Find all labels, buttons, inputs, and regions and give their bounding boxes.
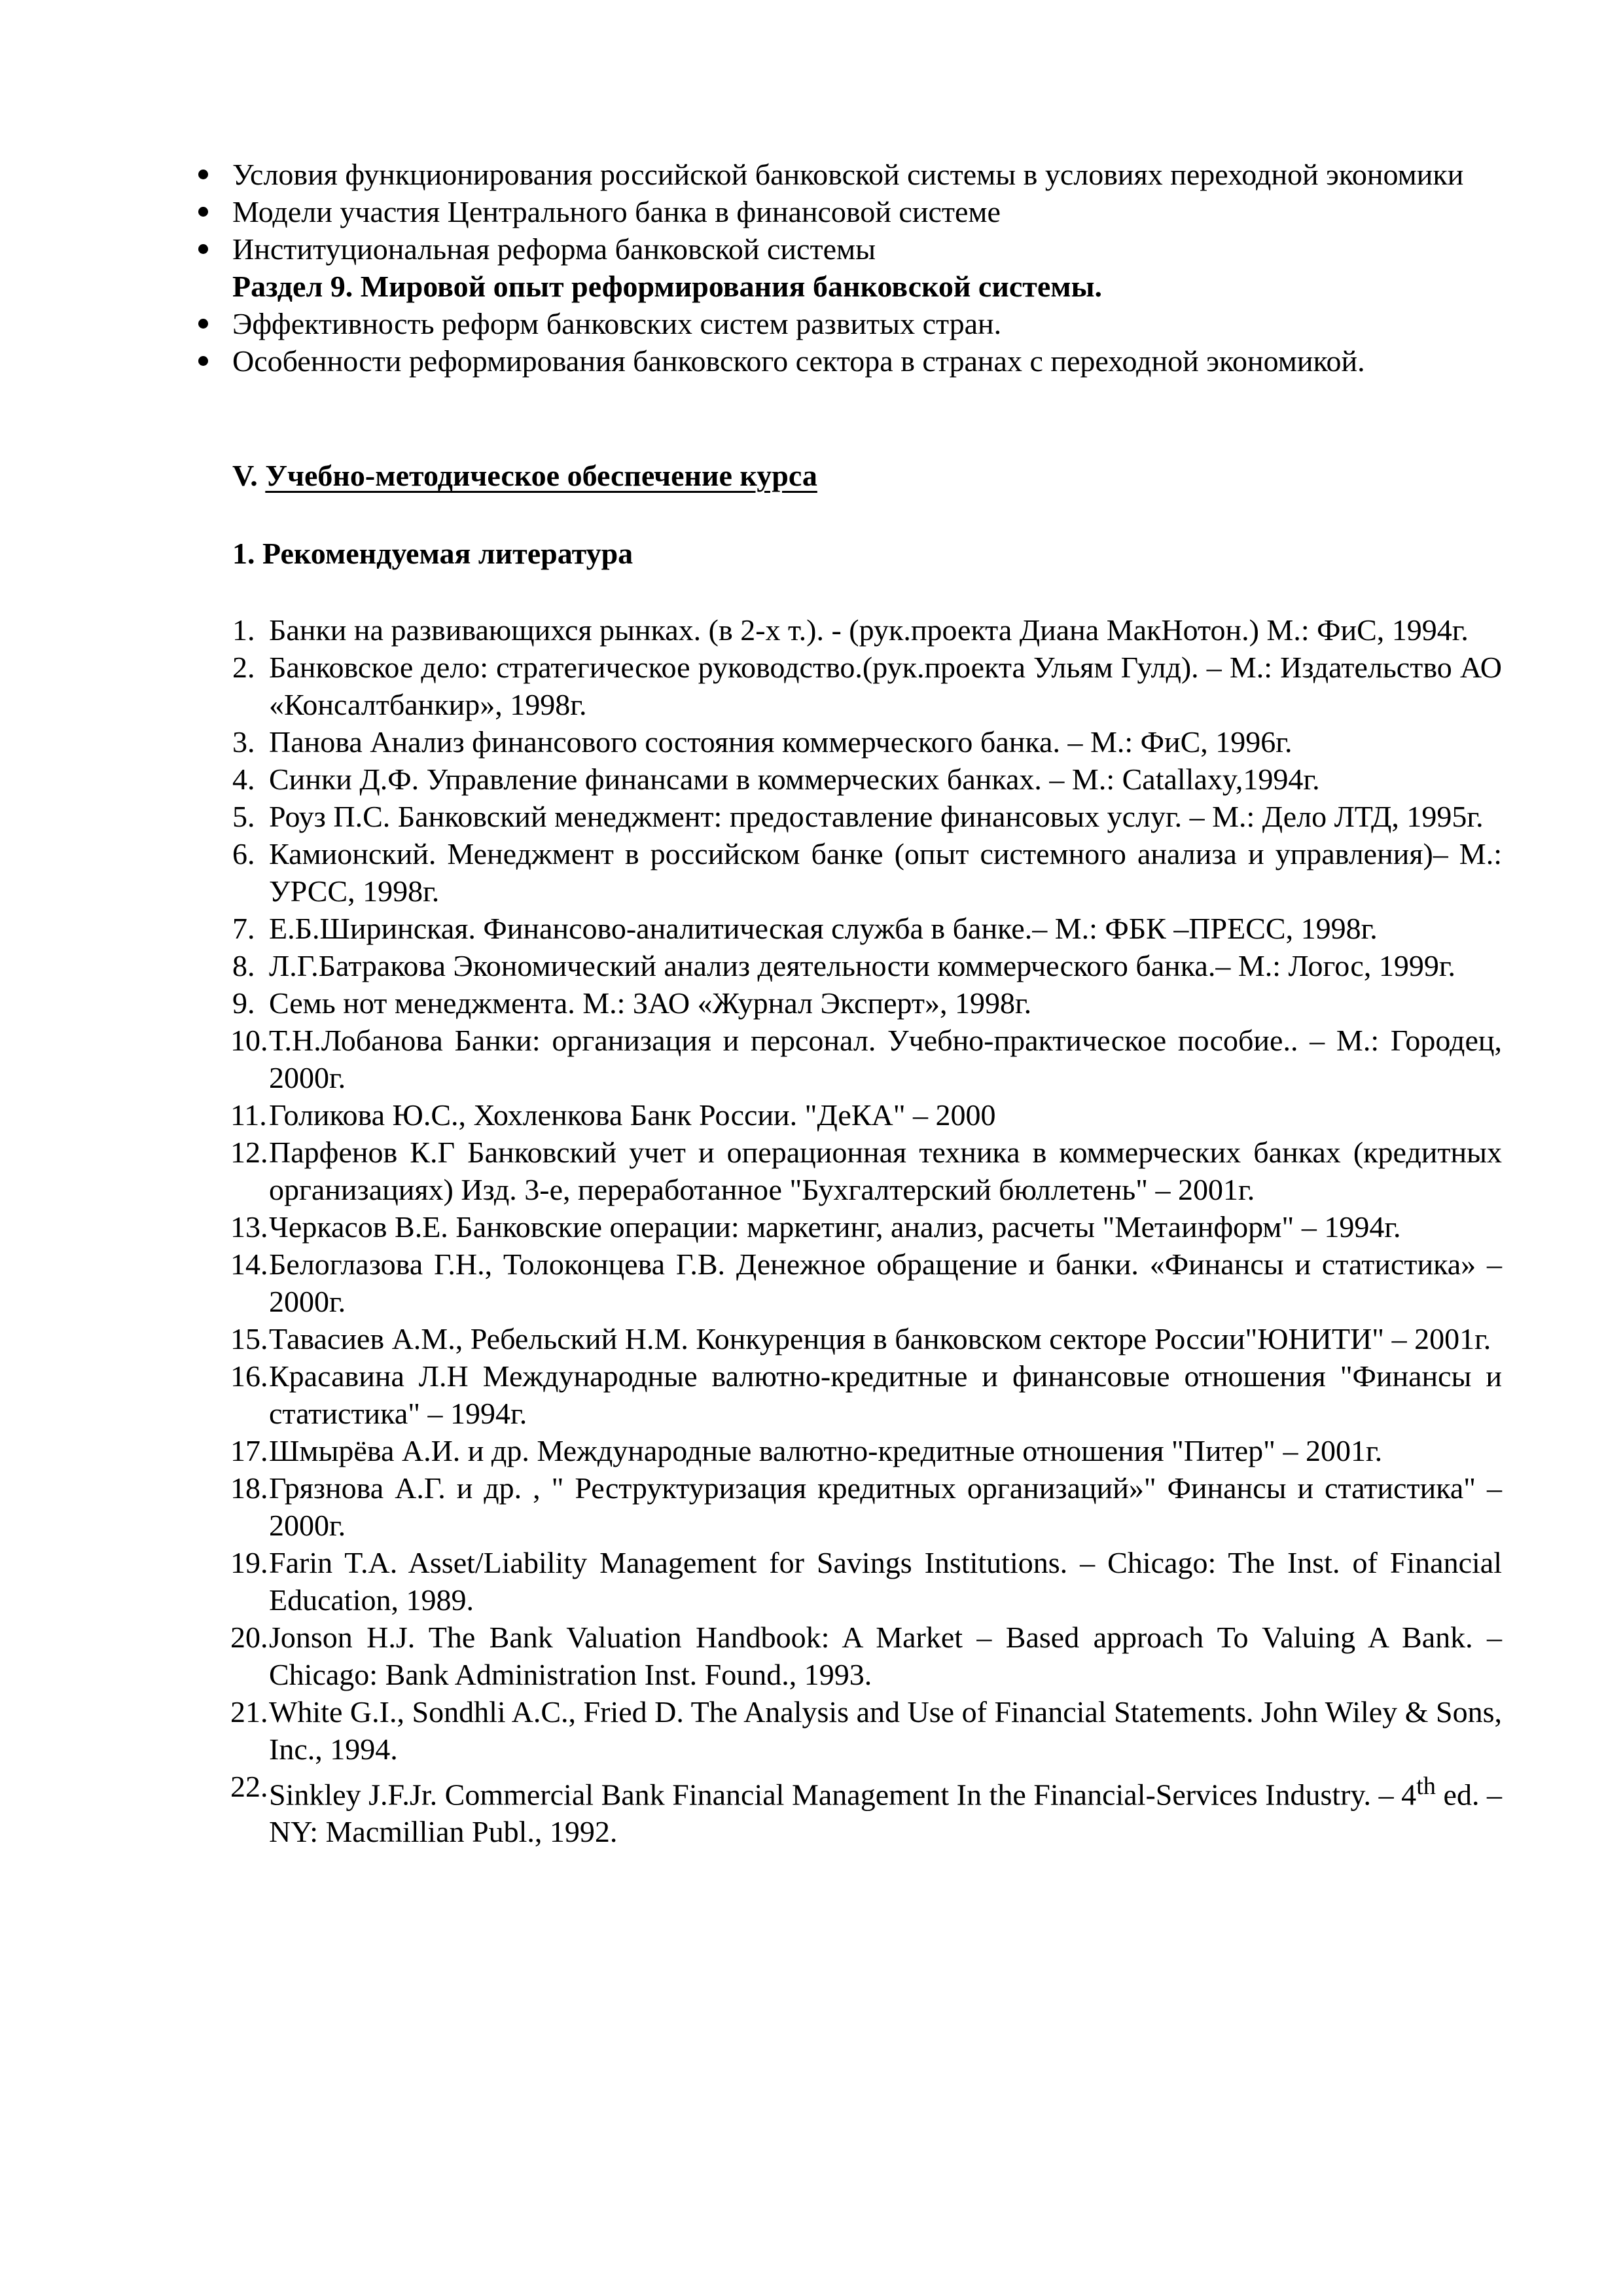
reference-number: 12.: [230, 1136, 268, 1169]
reference-number: 16.: [230, 1359, 268, 1393]
reference-text: Красавина Л.Н Международные валютно-кредитные и финансовые отношения "Финансы и статистика" – 1994г.: [269, 1359, 1502, 1430]
reference-item: [232, 611, 1502, 649]
reference-item: [232, 1208, 1502, 1246]
reference-text: White G.I., Sondhli A.C., Fried D. The Analysis and Use of Financial Statements. John Wiley & Sons, Inc., 1994.: [269, 1695, 1502, 1766]
reference-number: 14.: [230, 1247, 268, 1281]
bullet-item: Модели участия Центрального банка в финансовой системе: [232, 193, 1502, 230]
reference-number: 13.: [230, 1210, 268, 1244]
reference-number: 8.: [232, 949, 255, 982]
reference-list: [232, 611, 1502, 1850]
reference-item: [232, 947, 1502, 984]
reference-item: [232, 1096, 1502, 1134]
reference-item: [232, 1320, 1502, 1357]
reference-number: 10.: [230, 1024, 268, 1057]
reference-item: [232, 1022, 1502, 1096]
course-heading-text: Учебно-методическое обеспечение курса: [265, 459, 817, 492]
reference-text: Синки Д.Ф. Управление финансами в коммерческих банках. – М.: Catallaxy,1994г.: [269, 762, 1320, 796]
reference-item: [232, 1768, 1502, 1850]
reference-number: 18.: [230, 1471, 268, 1505]
reference-number: 21.: [230, 1695, 268, 1729]
reference-number: 9.: [232, 986, 255, 1020]
reference-item: [232, 1619, 1502, 1693]
bullet-item: Условия функционирования российской банковской системы в условиях переходной экономики: [232, 156, 1502, 193]
reference-item: [232, 1469, 1502, 1544]
reference-text: Камионский. Менеджмент в российском банке (опыт системного анализа и управления)– М.: УРСС, 1998г.: [269, 837, 1502, 908]
course-heading-prefix: V.: [232, 459, 266, 492]
reference-text: Грязнова А.Г. и др. , " Реструктуризация кредитных организаций»" Финансы и статистика" – 2000г.: [269, 1471, 1502, 1542]
reference-text: Т.Н.Лобанова Банки: организация и персонал. Учебно-практическое пособие.. – М.: Городец, 2000г.: [269, 1024, 1502, 1094]
reference-item: [232, 984, 1502, 1022]
reference-item: [232, 1134, 1502, 1208]
reference-text: Sinkley J.F.Jr. Commercial Bank Financial Management In the Financial-Services Industry. – 4: [269, 1778, 1417, 1812]
reference-item: [232, 1246, 1502, 1320]
edition-superscript: th: [1416, 1772, 1436, 1800]
section-9-title: Раздел 9. Мировой опыт реформирования банковской системы.: [232, 270, 1103, 303]
reference-number: 17.: [230, 1434, 268, 1467]
reference-number: 19.: [230, 1546, 268, 1579]
reference-text: Тавасиев А.М., Ребельский Н.М. Конкуренция в банковском секторе России"ЮНИТИ" – 2001г.: [269, 1322, 1491, 1355]
reference-text: Роуз П.С. Банковский менеджмент: предоставление финансовых услуг. – М.: Дело ЛТД, 1995г.: [269, 800, 1484, 833]
reference-text: Парфенов К.Г Банковский учет и операционная техника в коммерческих банках (кредитных организациях) Изд. 3-е, переработанное "Бухгалтерский бюллетень" – 2001г.: [269, 1136, 1502, 1206]
reference-item: [232, 723, 1502, 761]
topic-bullet-list: [232, 156, 1502, 380]
reference-item: [232, 1544, 1502, 1619]
reference-number: 4.: [232, 762, 255, 796]
reference-text: Банки на развивающихся рынках. (в 2-х т.). - (рук.проекта Диана МакНотон.) М.: ФиС, 1994г.: [269, 613, 1469, 647]
literature-heading: 1. Рекомендуемая литература: [232, 537, 633, 570]
course-materials-heading: [232, 457, 817, 494]
reference-item: [232, 1357, 1502, 1432]
reference-item: [232, 798, 1502, 835]
reference-text: Банковское дело: стратегическое руководство.(рук.проекта Ульям Гулд). – М.: Издательство АО «Консалтбанкир», 1998г.: [269, 651, 1502, 721]
reference-number: 5.: [232, 800, 255, 833]
reference-number: 11.: [230, 1098, 267, 1132]
reference-item: [232, 649, 1502, 723]
reference-item: [232, 1432, 1502, 1469]
reference-number: 7.: [232, 912, 255, 945]
reference-text: Панова Анализ финансового состояния коммерческого банка. – М.: ФиС, 1996г.: [269, 725, 1293, 759]
reference-number: 2.: [232, 651, 255, 684]
reference-text: Черкасов В.Е. Банковские операции: маркетинг, анализ, расчеты "Метаинформ" – 1994г.: [269, 1210, 1401, 1244]
bullet-item: Особенности реформирования банковского сектора в странах с переходной экономикой.: [232, 342, 1502, 380]
bullet-item: Эффективность реформ банковских систем развитых стран.: [232, 305, 1502, 342]
reference-text: Голикова Ю.С., Хохленкова Банк России. "ДеКА" – 2000: [269, 1098, 996, 1132]
reference-item: [232, 910, 1502, 947]
reference-text: Farin T.A. Asset/Liability Management for Savings Institutions. – Chicago: The Inst. of Financial Education, 1989.: [269, 1546, 1502, 1617]
reference-text: Белоглазова Г.Н., Толоконцева Г.В. Денежное обращение и банки. «Финансы и статистика» – 2000г.: [269, 1247, 1502, 1318]
reference-number: 3.: [232, 725, 255, 759]
bullet-item: Институциональная реформа банковской системы: [232, 230, 1502, 268]
reference-number: 22.: [230, 1770, 268, 1803]
reference-text: Шмырёва А.И. и др. Международные валютно-кредитные отношения "Питер" – 2001г.: [269, 1434, 1383, 1467]
reference-number: 15.: [230, 1322, 268, 1355]
reference-text: Е.Б.Ширинская. Финансово-аналитическая служба в банке.– М.: ФБК –ПРЕСС, 1998г.: [269, 912, 1378, 945]
reference-text: Л.Г.Батракова Экономический анализ деятельности коммерческого банка.– М.: Логос, 1999г.: [269, 949, 1456, 982]
reference-text-tail: ed. – NY: Macmillian Publ., 1992.: [269, 1778, 1503, 1849]
reference-number: 6.: [232, 837, 255, 870]
reference-item: [232, 835, 1502, 910]
reference-text: Jonson H.J. The Bank Valuation Handbook: A Market – Based approach To Valuing A Bank. – Chicago: Bank Administration Inst. Found., 1993.: [269, 1621, 1502, 1691]
reference-number: 1.: [232, 613, 255, 647]
reference-number: 20.: [230, 1621, 268, 1654]
reference-item: [232, 1693, 1502, 1768]
reference-item: [232, 761, 1502, 798]
reference-text: Семь нот менеджмента. М.: ЗАО «Журнал Эксперт», 1998г.: [269, 986, 1032, 1020]
